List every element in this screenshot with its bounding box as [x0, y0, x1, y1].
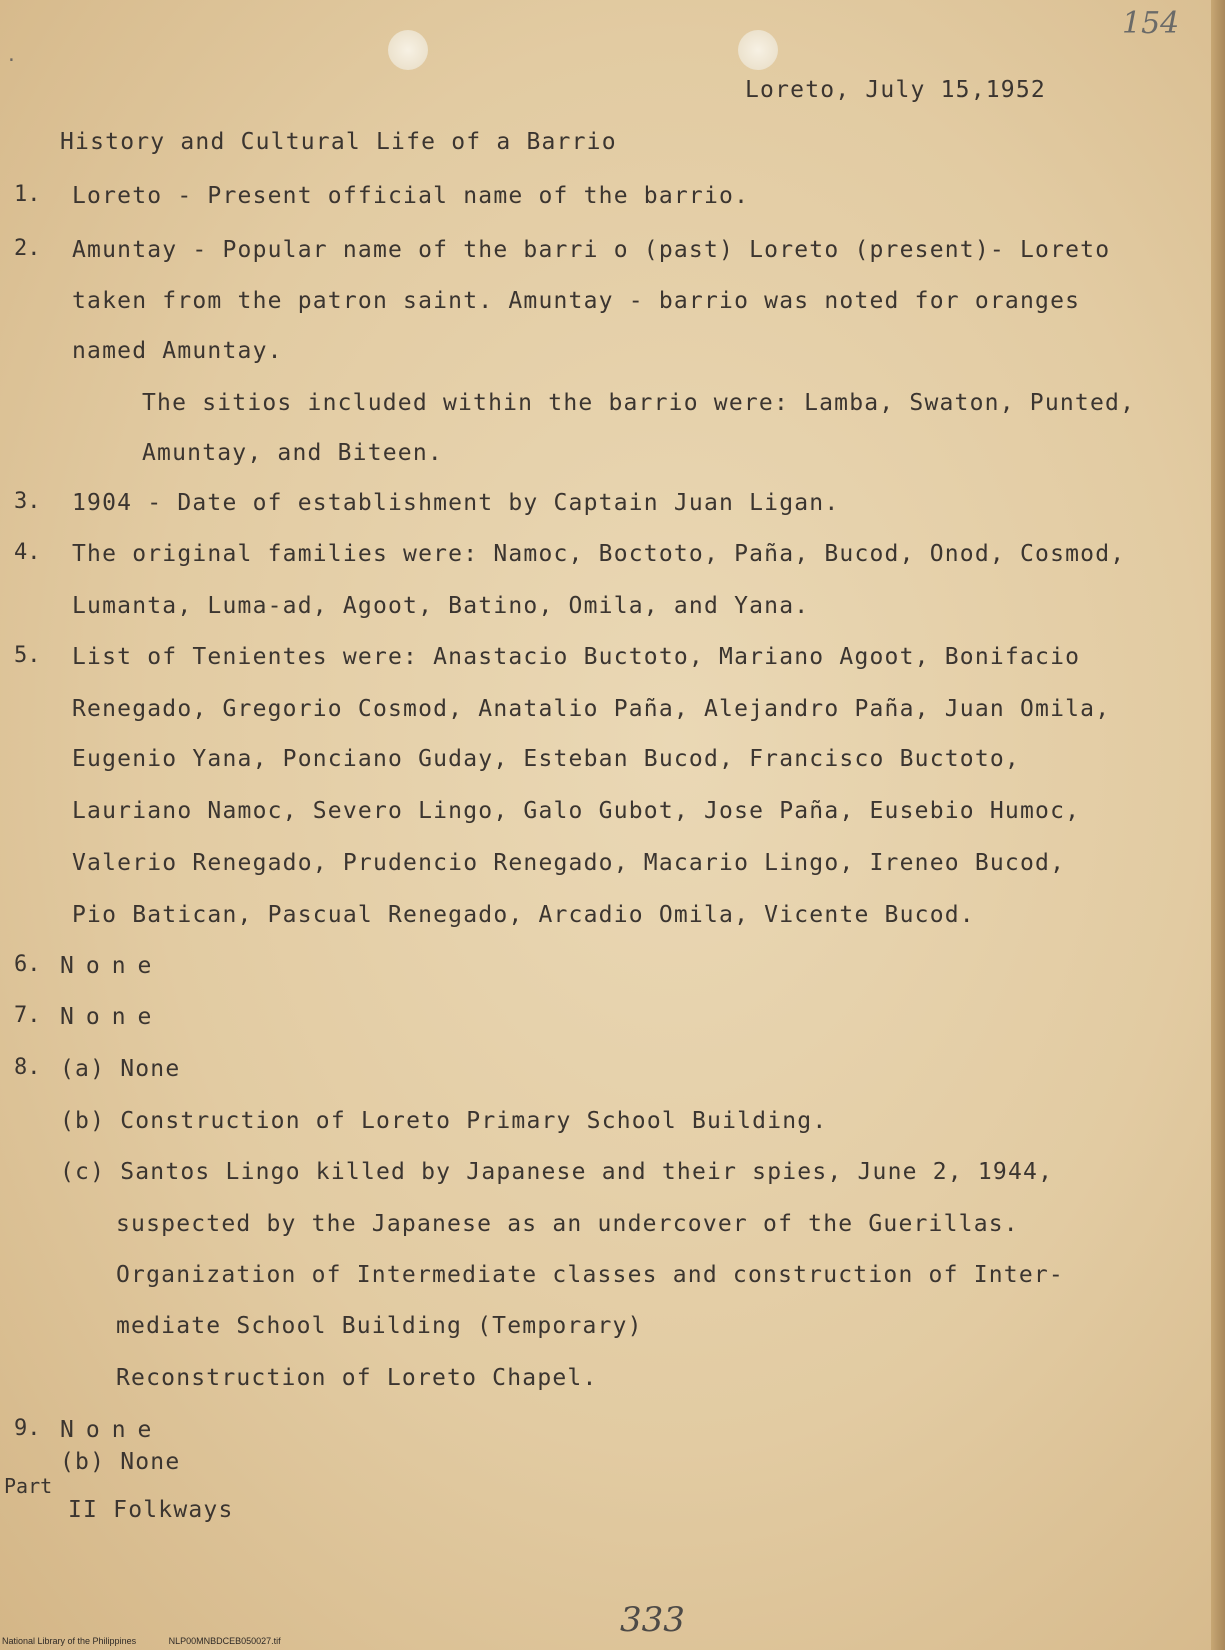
item-line: Reconstruction of Loreto Chapel. — [116, 1365, 598, 1391]
page-edge — [1211, 0, 1225, 1650]
item-number: 2. — [14, 236, 41, 261]
item-line: Eugenio Yana, Ponciano Guday, Esteban Bucod, Francisco Buctoto, — [72, 746, 1020, 772]
item-number: 6. — [14, 952, 41, 977]
item-line: None — [60, 1004, 164, 1030]
item-line: List of Tenientes were: Anastacio Buctoto, Mariano Agoot, Bonifacio — [72, 644, 1081, 670]
document-title: History and Cultural Life of a Barrio — [60, 129, 617, 155]
margin-mark: · — [6, 50, 17, 71]
document-date: Loreto, July 15,1952 — [745, 77, 1046, 103]
item-line: Lauriano Namoc, Severo Lingo, Galo Gubot, Jose Paña, Eusebio Humoc, — [72, 798, 1081, 824]
handwritten-page-number: 154 — [1122, 6, 1180, 41]
item-line: Amuntay, and Biteen. — [142, 440, 443, 466]
item-line: Renegado, Gregorio Cosmod, Anatalio Paña, Alejandro Paña, Juan Omila, — [72, 696, 1111, 722]
item-number: 4. — [14, 540, 41, 565]
item-line: (c) Santos Lingo killed by Japanese and their spies, June 2, 1944, — [60, 1159, 1054, 1185]
item-number: 1. — [14, 182, 41, 207]
item-line: (b) None — [60, 1449, 181, 1475]
item-line: None — [60, 1417, 164, 1443]
library-name: National Library of the Philippines — [2, 1636, 137, 1646]
item-line: (b) Construction of Loreto Primary School Building. — [60, 1108, 828, 1134]
item-line: None — [60, 953, 164, 979]
item-line: 1904 - Date of establishment by Captain Juan Ligan. — [72, 490, 840, 516]
item-line: named Amuntay. — [72, 338, 283, 364]
item-line: Organization of Intermediate classes and construction of Inter- — [116, 1262, 1064, 1288]
item-line: The sitios included within the barrio were: Lamba, Swaton, Punted, — [142, 390, 1136, 416]
stamped-page-number: 333 — [620, 1600, 685, 1640]
punch-hole — [738, 30, 778, 70]
item-line: Pio Batican, Pascual Renegado, Arcadio Omila, Vicente Bucod. — [72, 902, 975, 928]
item-line: Valerio Renegado, Prudencio Renegado, Macario Lingo, Ireneo Bucod, — [72, 850, 1066, 876]
file-id: NLP00MNBDCEB050027.tif — [168, 1636, 281, 1646]
item-line: Loreto - Present official name of the barrio. — [72, 183, 750, 209]
item-number: 3. — [14, 489, 41, 514]
item-line: Amuntay - Popular name of the barri o (past) Loreto (present)- Loreto — [72, 237, 1111, 263]
part-label: Part — [4, 1474, 53, 1498]
archive-footer — [2, 1636, 281, 1646]
item-line: Lumanta, Luma-ad, Agoot, Batino, Omila, and Yana. — [72, 593, 810, 619]
item-line: suspected by the Japanese as an undercover of the Guerillas. — [116, 1211, 1019, 1237]
item-line: taken from the patron saint. Amuntay - barrio was noted for oranges — [72, 288, 1081, 314]
punch-hole — [388, 30, 428, 70]
item-line: II Folkways — [68, 1497, 234, 1523]
item-number: 8. — [14, 1055, 41, 1080]
item-line: The original families were: Namoc, Boctoto, Paña, Bucod, Onod, Cosmod, — [72, 541, 1126, 567]
item-number: 5. — [14, 643, 41, 668]
item-number: 7. — [14, 1003, 41, 1028]
item-line: (a) None — [60, 1056, 181, 1082]
item-line: mediate School Building (Temporary) — [116, 1313, 643, 1339]
item-number: 9. — [14, 1416, 41, 1441]
